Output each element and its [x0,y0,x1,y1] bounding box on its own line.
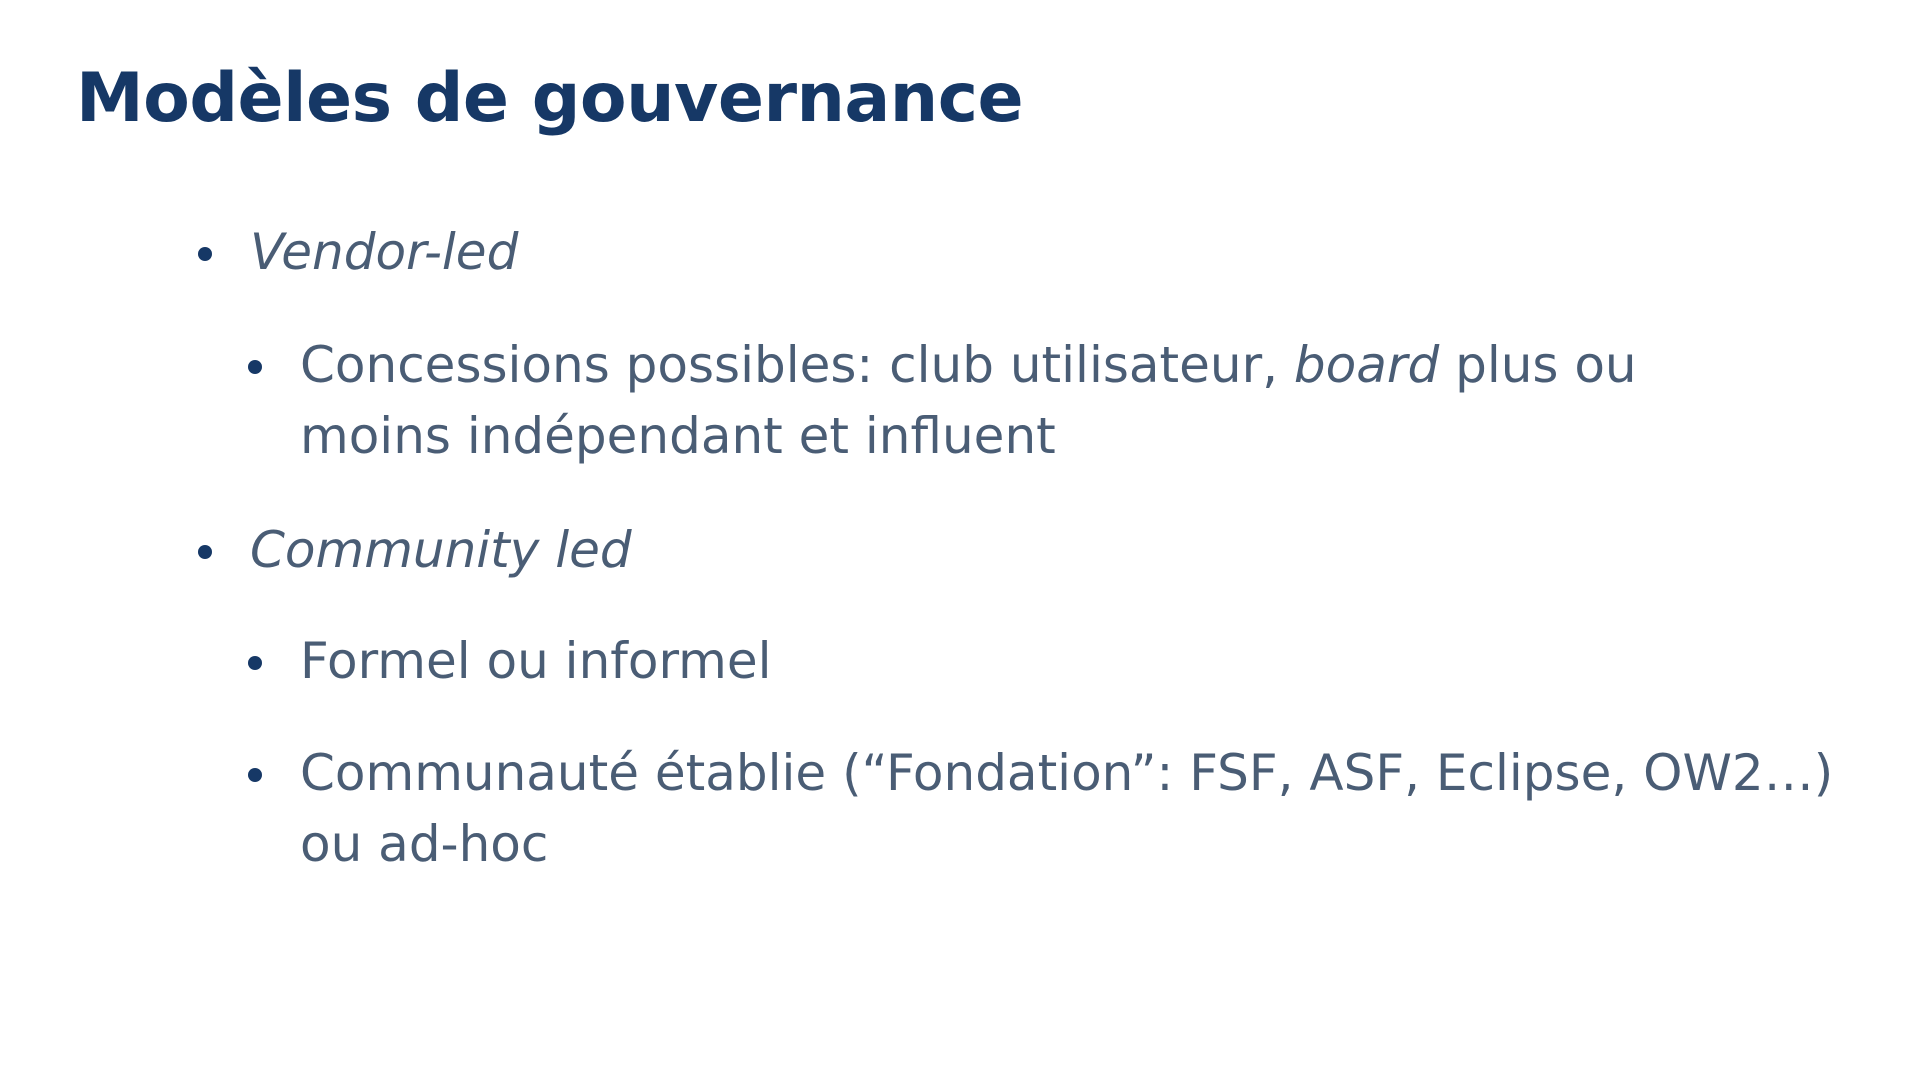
bullet-item-community-led [250,515,632,586]
bullet-text-line-1 [300,330,1800,401]
slide-title: Modèles de gouvernance [76,59,1024,138]
bullet-text-line-2: ou ad-hoc [300,815,549,873]
text-segment: Concessions possibles: club utilisateur, [300,336,1294,394]
bullet-text [300,738,1834,880]
bullet-dot-icon [248,656,262,670]
bullet-dot-icon [248,768,262,782]
bullet-item-vendor-led [250,217,518,288]
bullet-item-concessions [300,330,1800,472]
bullet-item-formel [300,626,1800,697]
bullet-text: Vendor-led [250,223,519,281]
bullet-dot-icon [198,545,212,559]
emphasis-text: board [1293,336,1440,394]
bullet-text-line-2: moins indépendant et influent [300,407,1056,465]
bullet-text: Community led [250,521,632,579]
text-segment: plus ou [1439,336,1637,394]
bullet-dot-icon [248,360,262,374]
bullet-text: Formel ou informel [300,632,772,690]
bullet-text [300,330,1800,472]
bullet-item-communaute [300,738,1834,880]
bullet-text-line-1: Communauté établie (“Fondation”: FSF, ASF, Eclipse, OW2…) [300,744,1834,802]
bullet-dot-icon [198,247,212,261]
